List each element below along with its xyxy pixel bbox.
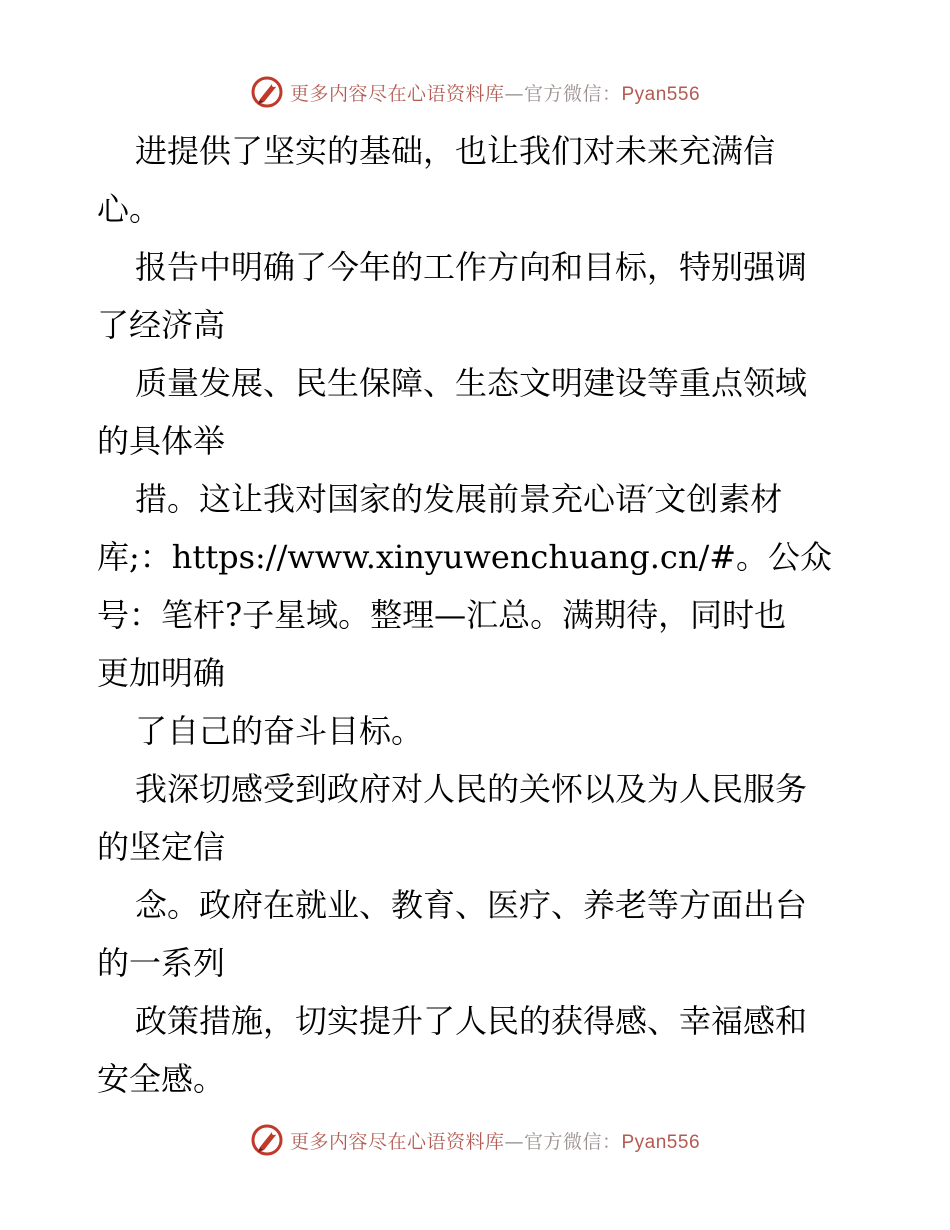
- footer-wechat-handle: Pyan556: [621, 1131, 701, 1153]
- text-line: 更加明确: [97, 654, 226, 692]
- pen-logo-icon: [250, 75, 284, 109]
- text-line: 报告中明确了今年的工作方向和目标，特别强调: [135, 248, 808, 286]
- footer-separator: —: [504, 1130, 524, 1153]
- text-line: 质量发展、民生保障、生态文明建设等重点领域: [135, 364, 808, 402]
- text-line: 心。: [97, 190, 162, 228]
- header-separator: —: [504, 82, 524, 105]
- footer-site-text: 更多内容尽在心语资料库: [289, 1130, 505, 1153]
- text-line: 念。政府在就业、教育、医疗、养老等方面出台: [135, 886, 808, 924]
- body-text: [97, 122, 857, 1108]
- text-line: 号：笔杆?子星域。整理—汇总。满期待，同时也: [97, 596, 787, 634]
- footer-banner-text: [290, 1127, 700, 1154]
- pen-logo-icon: [250, 1123, 284, 1157]
- header-wechat-handle: Pyan556: [621, 83, 701, 105]
- footer-banner: [0, 1120, 950, 1160]
- text-line: 了经济高: [97, 306, 226, 344]
- text-line: 措。这让我对国家的发展前景充心语′文创素材: [135, 480, 783, 518]
- text-line: 进提供了坚实的基础，也让我们对未来充满信: [135, 132, 776, 170]
- text-line: 安全感。: [97, 1060, 226, 1098]
- text-line: 政策措施，切实提升了人民的获得感、幸福感和: [135, 1002, 808, 1040]
- text-line: 库;：https://www.xinyuwenchuang.cn/#。公众: [97, 538, 833, 576]
- text-line: 我深切感受到政府对人民的关怀以及为人民服务: [135, 770, 808, 808]
- header-wechat-label: 官方微信：: [523, 82, 622, 105]
- header-banner-text: [290, 79, 700, 106]
- footer-wechat-label: 官方微信：: [523, 1130, 622, 1153]
- header-banner: [0, 72, 950, 112]
- header-site-text: 更多内容尽在心语资料库: [289, 82, 505, 105]
- text-line: 了自己的奋斗目标。: [135, 712, 424, 750]
- text-line: 的一系列: [97, 944, 226, 982]
- text-line: 的坚定信: [97, 828, 226, 866]
- text-line: 的具体举: [97, 422, 226, 460]
